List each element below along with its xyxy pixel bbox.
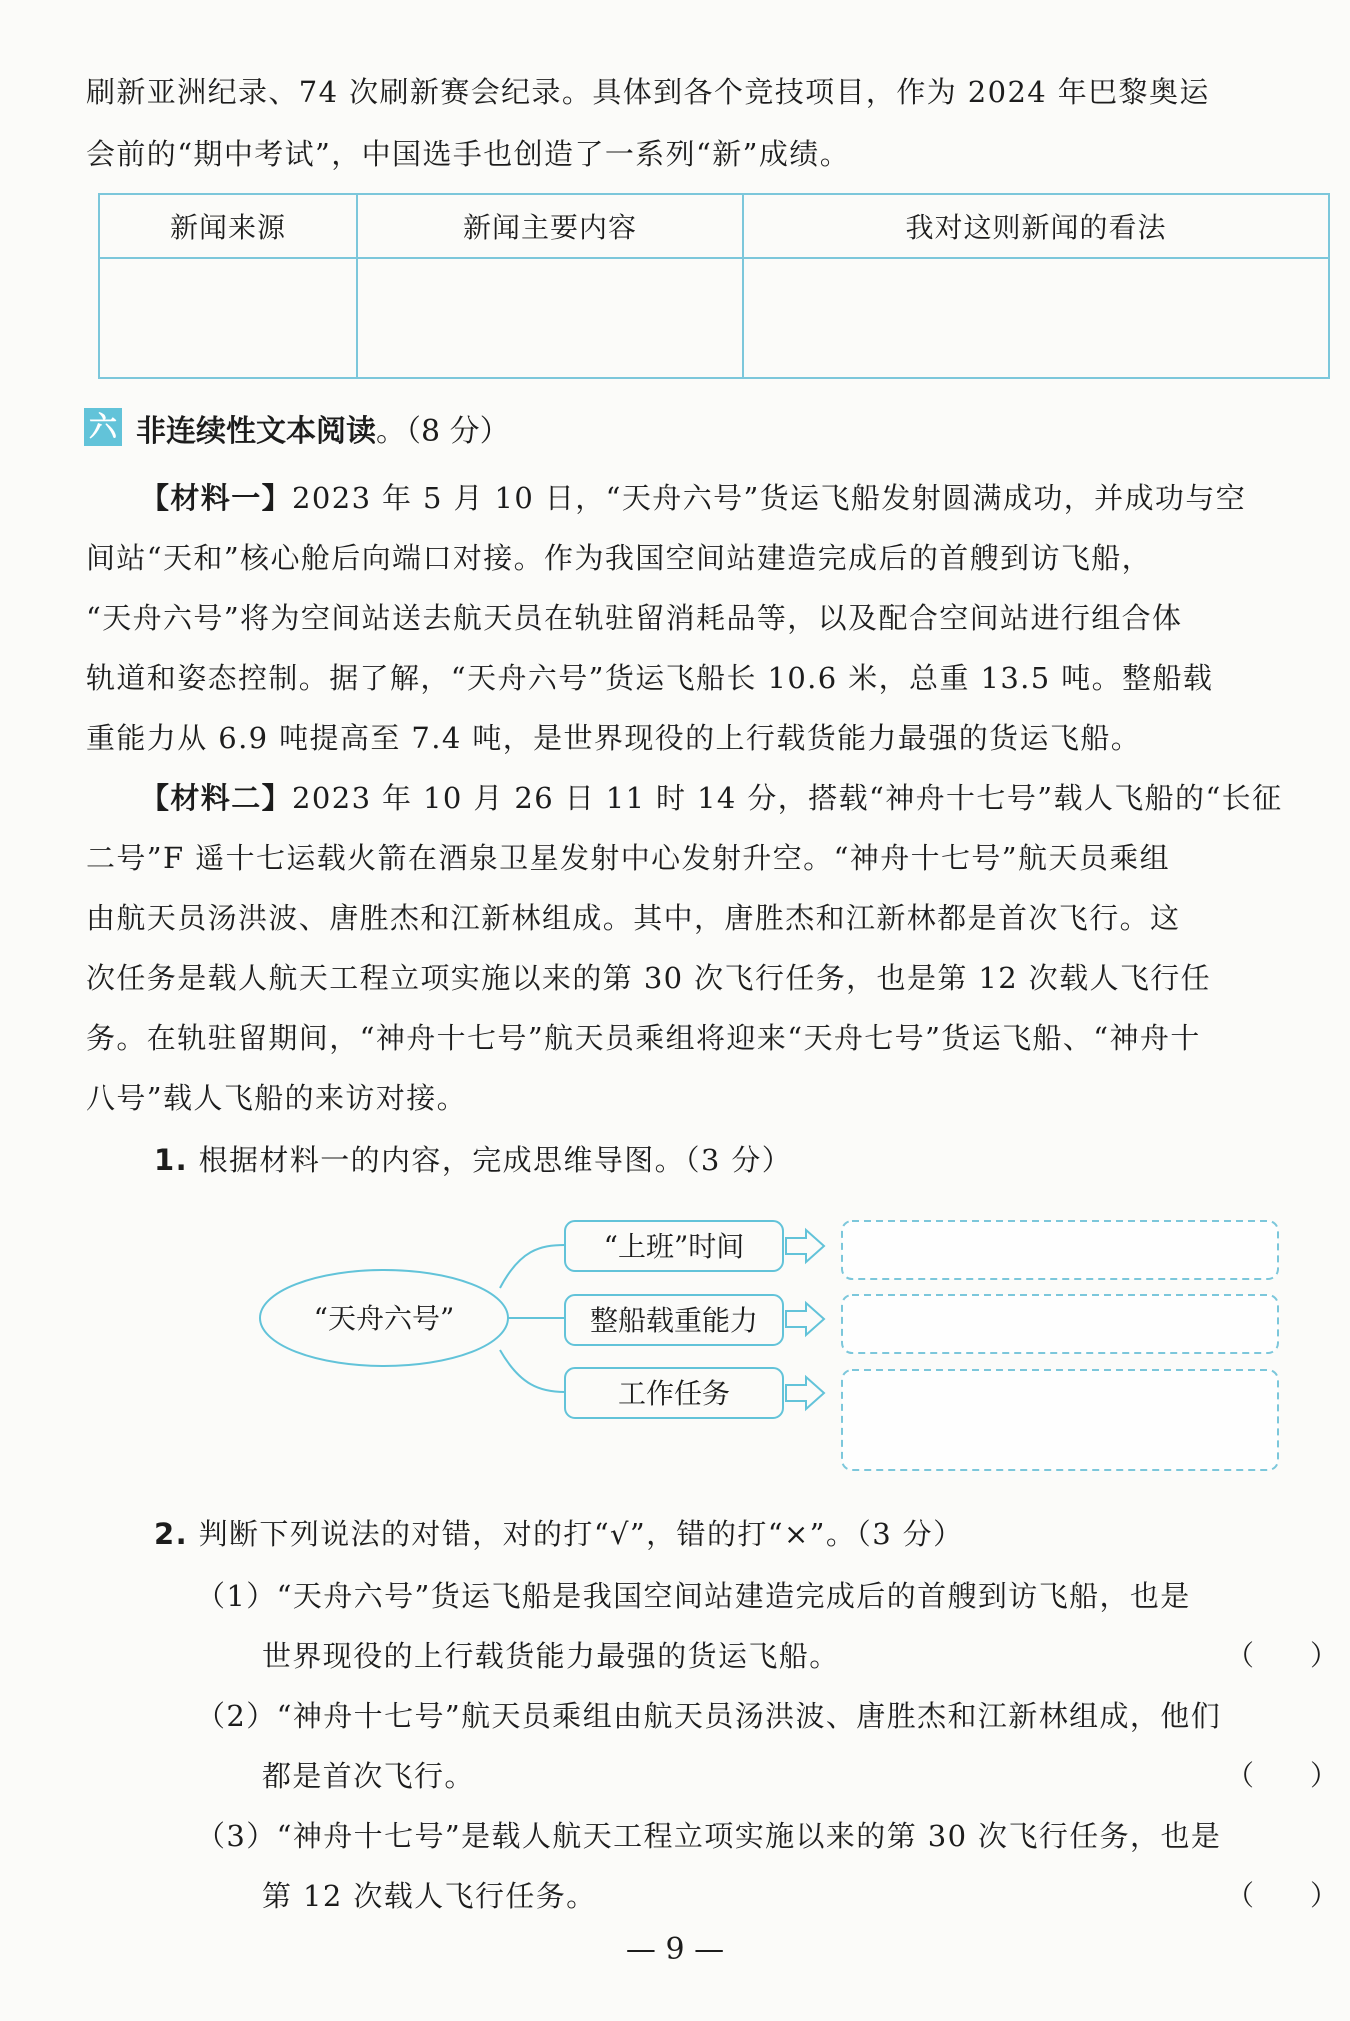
q2-item-number: （2）: [196, 1699, 277, 1733]
material1-text: 2023 年 5 月 10 日，“天舟六号”货运飞船发射圆满成功，并成功与空: [292, 481, 1247, 515]
branch-label: 整船载重能力: [589, 1304, 759, 1337]
connector-line: [500, 1350, 565, 1392]
answer-box-tasks[interactable]: [842, 1370, 1278, 1470]
q2-item-text: “天舟六号”货运飞船是我国空间站建造完成后的首艘到访飞船，也是: [276, 1579, 1191, 1613]
answer-box-capacity[interactable]: [842, 1295, 1278, 1353]
table-header: 新闻主要内容: [357, 194, 743, 258]
section-number-badge: 六: [84, 408, 122, 446]
branch-label: 工作任务: [617, 1377, 731, 1410]
q2-item-3-line-1: [196, 1814, 1221, 1855]
branch-label: “上班”时间: [603, 1230, 745, 1263]
center-node-label: “天舟六号”: [313, 1302, 455, 1335]
q2-item-2-line-2: 都是首次飞行。: [262, 1759, 475, 1793]
answer-paren[interactable]: （ ）: [1226, 1879, 1339, 1912]
q2-item-2-line-1: [196, 1694, 1221, 1735]
q1-text: 根据材料一的内容，完成思维导图。（3 分）: [198, 1143, 793, 1177]
section-title-text: 非连续性文本阅读: [136, 414, 376, 449]
material2-label: 【材料二】: [140, 781, 293, 815]
material1-line-2: 间站“天和”核心舱后向端口对接。作为我国空间站建造完成后的首艘到访飞船，: [86, 541, 1153, 575]
q2-item-3-line-2: 第 12 次载人飞行任务。: [262, 1879, 597, 1913]
q2-item-number: （3）: [196, 1819, 277, 1853]
material2-line-2: 二号”F 遥十七运载火箭在酒泉卫星发射中心发射升空。“神舟十七号”航天员乘组: [86, 841, 1171, 875]
intro-line-2: 会前的“期中考试”，中国选手也创造了一系列“新”成绩。: [86, 137, 851, 171]
q2-item-text: “神舟十七号”是载人航天工程立项实施以来的第 30 次飞行任务，也是: [276, 1819, 1222, 1853]
arrow-icon: [786, 1303, 824, 1335]
arrow-icon: [786, 1377, 824, 1409]
q2-item-1-line-1: [196, 1574, 1191, 1615]
table-header: 我对这则新闻的看法: [743, 194, 1329, 258]
arrow-icon: [786, 1230, 824, 1262]
section-score: 。（8 分）: [376, 414, 510, 449]
answer-paren[interactable]: （ ）: [1226, 1639, 1339, 1672]
page-number: — 9 —: [625, 1932, 725, 1967]
material2-line-4: 次任务是载人航天工程立项实施以来的第 30 次飞行任务，也是第 12 次载人飞行任: [86, 961, 1212, 995]
q2-item-1-line-2: 世界现役的上行载货能力最强的货运飞船。: [262, 1639, 840, 1673]
material2-line-5: 务。在轨驻留期间，“神舟十七号”航天员乘组将迎来“天舟七号”货运飞船、“神舟十: [86, 1021, 1201, 1055]
q2-number: 2.: [154, 1517, 188, 1551]
material1-line-4: 轨道和姿态控制。据了解，“天舟六号”货运飞船长 10.6 米，总重 13.5 吨。整船载: [86, 661, 1214, 695]
connector-line: [500, 1245, 565, 1288]
intro-line-1: 刷新亚洲纪录、74 次刷新赛会纪录。具体到各个竞技项目，作为 2024 年巴黎奥运: [86, 75, 1210, 109]
material1-label: 【材料一】: [140, 481, 293, 515]
material2-line-6: 八号”载人飞船的来访对接。: [86, 1081, 468, 1115]
material2-line-3: 由航天员汤洪波、唐胜杰和江新林组成。其中，唐胜杰和江新林都是首次飞行。这: [86, 901, 1181, 935]
answer-box-time[interactable]: [842, 1221, 1278, 1279]
table-header: 新闻来源: [99, 194, 357, 258]
answer-paren[interactable]: （ ）: [1226, 1759, 1339, 1792]
material2-text: 2023 年 10 月 26 日 11 时 14 分，搭载“神舟十七号”载人飞船的“长征: [292, 781, 1283, 815]
q2-item-text: “神舟十七号”航天员乘组由航天员汤洪波、唐胜杰和江新林组成，他们: [276, 1699, 1222, 1733]
material1-line-3: “天舟六号”将为空间站送去航天员在轨驻留消耗品等，以及配合空间站进行组合体: [86, 601, 1183, 635]
q2-prompt: [154, 1512, 963, 1553]
q1-number: 1.: [154, 1143, 188, 1177]
material1-line-5: 重能力从 6.9 吨提高至 7.4 吨，是世界现役的上行载货能力最强的货运飞船。: [86, 721, 1142, 755]
q2-text: 判断下列说法的对错，对的打“√”，错的打“×”。（3 分）: [198, 1517, 964, 1551]
q2-item-number: （1）: [196, 1579, 277, 1613]
